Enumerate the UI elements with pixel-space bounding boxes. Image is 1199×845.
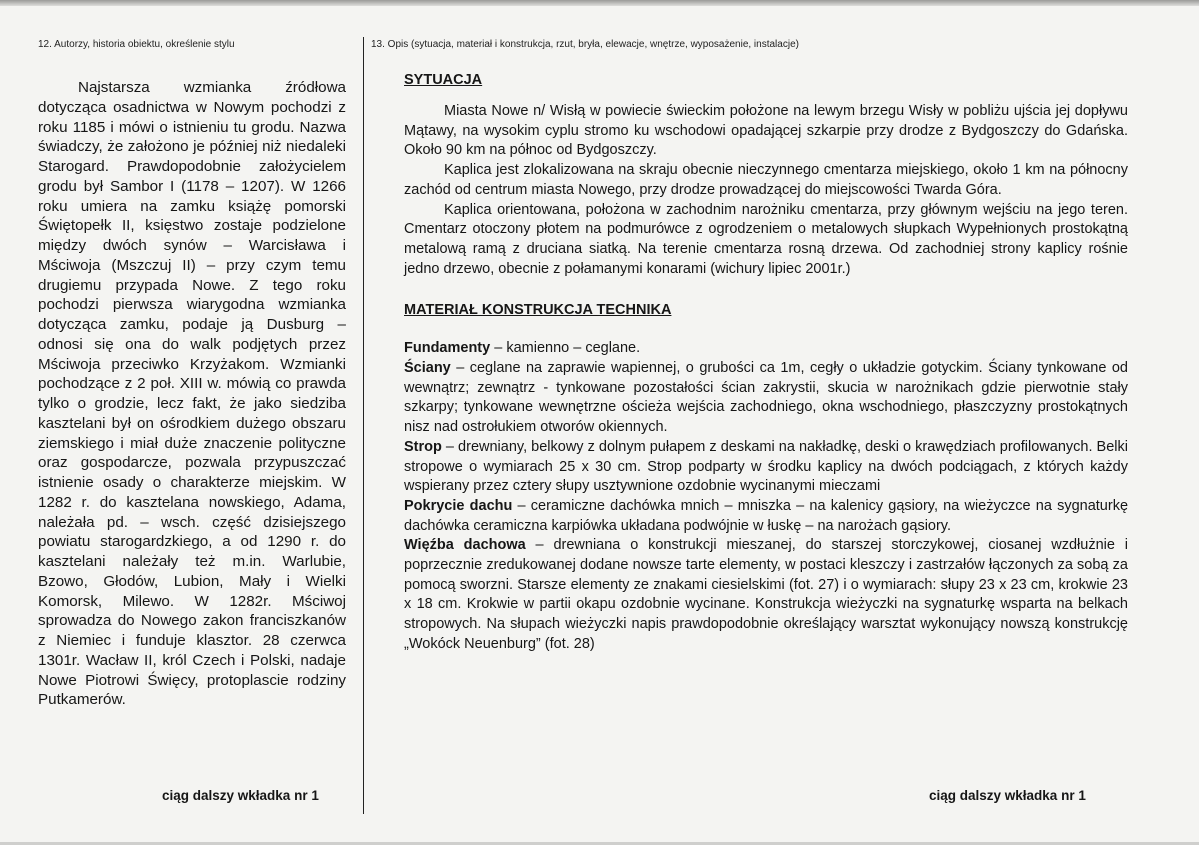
material-heading: MATERIAŁ KONSTRUKCJA TECHNIKA [404, 302, 672, 319]
material-text: – kamienno – ceglane. [490, 340, 641, 357]
field-13-label: 13. Opis (sytuacja, materiał i konstrukcja, rzut, bryła, elewacje, wnętrze, wyposażenie, instalacje) [371, 39, 799, 50]
page-top-edge [0, 0, 1199, 6]
situation-heading: SYTUACJA [404, 72, 483, 88]
material-term: Strop [404, 438, 442, 455]
material-text: – drewniany, belkowy z dolnym pułapem z deskami na nakładkę, deski o krawędziach profilowanych. Belki stropowe o wymiarach 25 x 30 cm. Strop podparty w środku kaplicy na dwóch podciągach, z których każdy wspierany przez cztery słupy usztywnione ozdobnie wycinanymi mieczami [404, 438, 1128, 495]
material-text: – drewniana o konstrukcji mieszanej, do starszej storczykowej, ciosanej wzdłużnie i poprzecznie zredukowanej dodane nowsze tarte elementy, w postaci kleszczy i zastrzałów łączonych za sobą za pomocą sworzni. Starsze elementy ze znakami ciesielskimi (fot. 27) i o wymiarach: słupy 23 x 23 cm, krokwie 23 x 18 cm. Krokwie w partii okapu ozdobnie wycinane. Konstrukcja wieżyczki na sygnaturkę wsparta na belkach stropowych. Na słupach wieżyczki napis prawdopodobnie określający warsztat wykonujący nowszą konstrukcję „Wokóck Neuenburg” (fot. 28) [404, 537, 1128, 652]
material-text: – ceramiczne dachówka mnich – mniszka – na kalenicy gąsiory, na wieżyczce na sygnaturkę dachówka ceramiczna karpiówka układana podwójnie w łuskę – na narożach gąsiory. [404, 497, 1129, 534]
situation-paragraph: Miasta Nowe n/ Wisłą w powiecie świeckim położone na lewym brzegu Wisły w pobliżu ujścia jej dopływu Mątawy, na wysokim cyplu stromo ku wschodowi opadającej szkarpie przy drodze z Bydgoszczy do Gdańska. Około 90 km na północ od Bydgoszczy. [404, 103, 1128, 159]
material-text: – ceglane na zaprawie wapiennej, o grubości ca 1m, cegły o układzie gotyckim. Ściany tynkowane od wewnątrz; zewnątrz - tynkowane pozostałości ścian zakrystii, skucia w narożnikach gdzie pierwotnie stały szkarpy; tynkowane wewnętrzne ościeża wejścia zachodniego, okna wschodniego, płaszczyzny prostokątnych nisz nad ostrołukiem otworów okiennych. [404, 360, 1128, 436]
history-text: Najstarsza wzmianka źródłowa dotycząca osadnictwa w Nowym pochodzi z roku 1185 i mówi o istnieniu tu grodu. Nazwa świadczy, że założono je później niż niedaleki Starogard. Prawdopodobnie założycielem grodu był Sambor I (1178 – 1207). W 1266 roku umiera na zamku książę pomorski Świętopełk II, księstwo zostaje podzielone między dwóch synów – Warcisława i Mściwoja (Mszczuj II) – przy czym temu drugiemu przypada Nowe. Z tego roku pochodzi pierwsza wiarygodna wzmianka dotycząca zamku, podaje ją Dusburg – odnosi się ona do walk podjętych przez Mściwoja przeciwko Krzyżakom. Wzmianki pochodzące z 2 poł. XIII w. mówią co prawda tylko o grodzie, lecz fakt, że jako siedziba kasztelani był on ośrodkiem dużego obszaru ziemskiego i miał duże znaczenie polityczne oraz gospodarcze, pozwala przypuszczać istnienie osady o charakterze miejskim. W 1282 r. do kasztelana nowskiego, Adama, należała pd. – wsch. część dzisiejszego powiatu starogardzkiego, a od 1290 r. do kasztelani należały też m.in. Warlubie, Bzowo, Głodów, Lubion, Mały i Wielki Komorsk, Milewo. W 1282r. Mściwoj sprowadza do Nowego zakon franciszkanów z Niemiec i funduje klasztor. 28 czerwca 1301r. Wacław II, król Czech i Polski, nadaje Nowe Piotrowi Święcy, protoplascie rodziny Putkamerów. [38, 79, 346, 709]
material-item-roof-truss [404, 536, 1128, 654]
situation-paragraph: Kaplica jest zlokalizowana na skraju obecnie nieczynnego cmentarza miejskiego, około 1 km na północny zachód od centrum miasta Nowego, przy drodze prowadzącej do miejscowości Twarda Góra. [404, 162, 1128, 198]
field-12-label: 12. Autorzy, historia obiektu, określenie stylu [38, 39, 235, 50]
material-item-roofing [404, 497, 1128, 536]
right-continuation-note: ciąg dalszy wkładka nr 1 [929, 788, 1086, 803]
situation-paragraph: Kaplica orientowana, położona w zachodnim narożniku cmentarza, przy głównym wejściu na jego teren. Cmentarz otoczony płotem na podmurówce z ogrodzeniem o metalowych słupkach Wypełnionych prostokątną metalową ramą z druciana siatką. Na terenie cmentarza rosną drzewa. Od zachodniej strony kaplicy rośnie jedno drzewo, obecnie z połamanymi konarami (wichury lipiec 2001r.) [404, 201, 1128, 277]
material-item-ceiling [404, 438, 1128, 497]
material-term: Więźba dachowa [404, 537, 526, 554]
description-section [404, 72, 1128, 655]
left-continuation-note: ciąg dalszy wkładka nr 1 [162, 788, 319, 803]
material-item-foundations [404, 339, 1128, 359]
column-divider [363, 37, 364, 814]
material-term: Ściany [404, 360, 451, 377]
material-term: Fundamenty [404, 340, 491, 357]
history-section [38, 78, 346, 710]
material-term: Pokrycie dachu [404, 497, 513, 514]
material-item-walls [404, 359, 1128, 438]
